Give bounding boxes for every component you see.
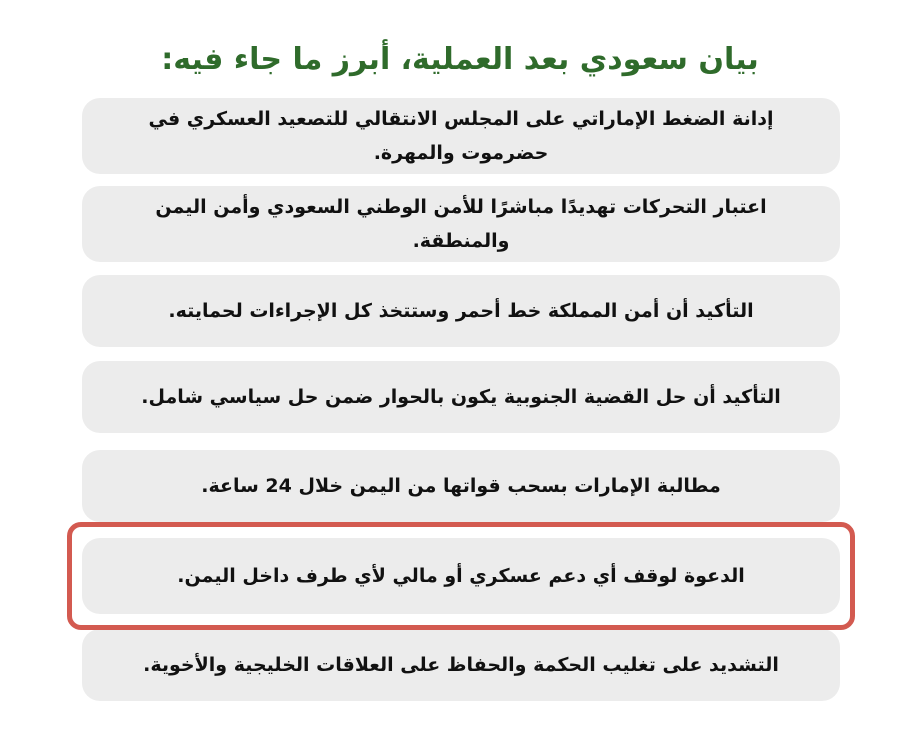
statement-point-text: التأكيد أن حل القضية الجنوبية يكون بالحوار ضمن حل سياسي شامل. [141, 386, 781, 408]
statement-point-2 [82, 186, 840, 262]
statement-point-text: التأكيد أن أمن المملكة خط أحمر وستتخذ كل الإجراءات لحمايته. [168, 300, 754, 322]
statement-point-1 [82, 98, 840, 174]
statement-point-text: مطالبة الإمارات بسحب قواتها من اليمن خلال 24 ساعة. [201, 475, 721, 497]
highlight-box [67, 522, 855, 630]
statement-point-7 [82, 629, 840, 701]
statement-point-5 [82, 450, 840, 522]
statement-point-text: إدانة الضغط الإماراتي على المجلس الانتقالي للتصعيد العسكري في حضرموت والمهرة. [148, 108, 774, 164]
statement-point-3 [82, 275, 840, 347]
page-title: بيان سعودي بعد العملية، أبرز ما جاء فيه: [161, 42, 759, 77]
statement-point-4 [82, 361, 840, 433]
statement-point-text: اعتبار التحركات تهديدًا مباشرًا للأمن الوطني السعودي وأمن اليمن والمنطقة. [155, 196, 767, 252]
statement-point-text: التشديد على تغليب الحكمة والحفاظ على العلاقات الخليجية والأخوية. [143, 654, 779, 676]
statement-point-text: الدعوة لوقف أي دعم عسكري أو مالي لأي طرف داخل اليمن. [177, 565, 745, 587]
